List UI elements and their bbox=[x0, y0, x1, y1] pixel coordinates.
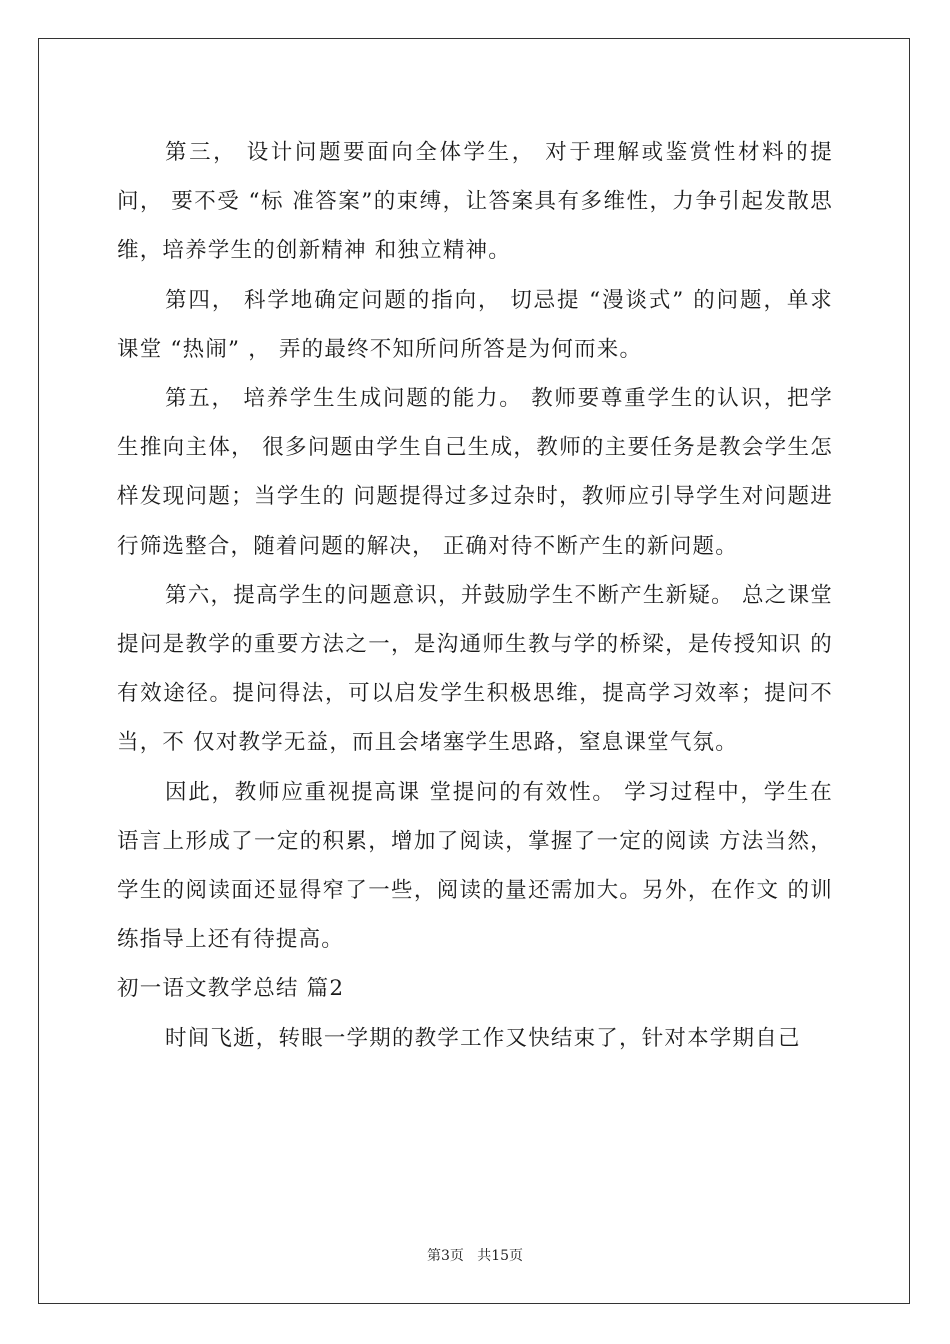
paragraph-4: 第四， 科学地确定问题的指向， 切忌提 “漫谈式” 的问题，单求课堂 “热闹” ， 弄的最终不知所问所答是为何而来。 bbox=[117, 287, 833, 362]
document-body bbox=[117, 128, 833, 1063]
page-number-footer: 第3页 共15页 bbox=[426, 1248, 524, 1264]
paragraph-5: 第五， 培养学生生成问题的能力。 教师要尊重学生的认识，把学生推向主体， 很多问题由学生自己生成，教师的主要任务是教会学生怎样发现问题；当学生的 问题提得过多过杂时，教师应引导学生对问题进行筛选整合，随着问题的解决， 正确对待不断产生的新问题。 bbox=[117, 386, 833, 559]
paragraph-intro: 时间飞逝，转眼一学期的教学工作又快结束了，针对本学期自己 bbox=[165, 1025, 801, 1051]
paragraph-conclusion: 因此，教师应重视提高课 堂提问的有效性。 学习过程中，学生在语言上形成了一定的积累，增加了阅读，掌握了一定的阅读 方法当然，学生的阅读面还显得窄了一些，阅读的量还需加大。另外，在作文 的训练指导上还有待提高。 bbox=[117, 779, 833, 953]
paragraph-3: 第三， 设计问题要面向全体学生， 对于理解或鉴赏性材料的提问， 要不受 “标 准答案”的束缚，让答案具有多维性，力争引起发散思维，培养学生的创新精神 和独立精神。 bbox=[117, 140, 833, 264]
paragraph-6: 第六，提高学生的问题意识，并鼓励学生不断产生新疑。 总之课堂提问是教学的重要方法之一，是沟通师生教与学的桥梁，是传授知识 的有效途径。提问得法，可以启发学生积极思维，提高学习效率；提问不当，不 仅对教学无益，而且会堵塞学生思路，窒息课堂气氛。 bbox=[117, 582, 833, 756]
section-heading: 初一语文教学总结 篇2 bbox=[117, 976, 345, 1002]
